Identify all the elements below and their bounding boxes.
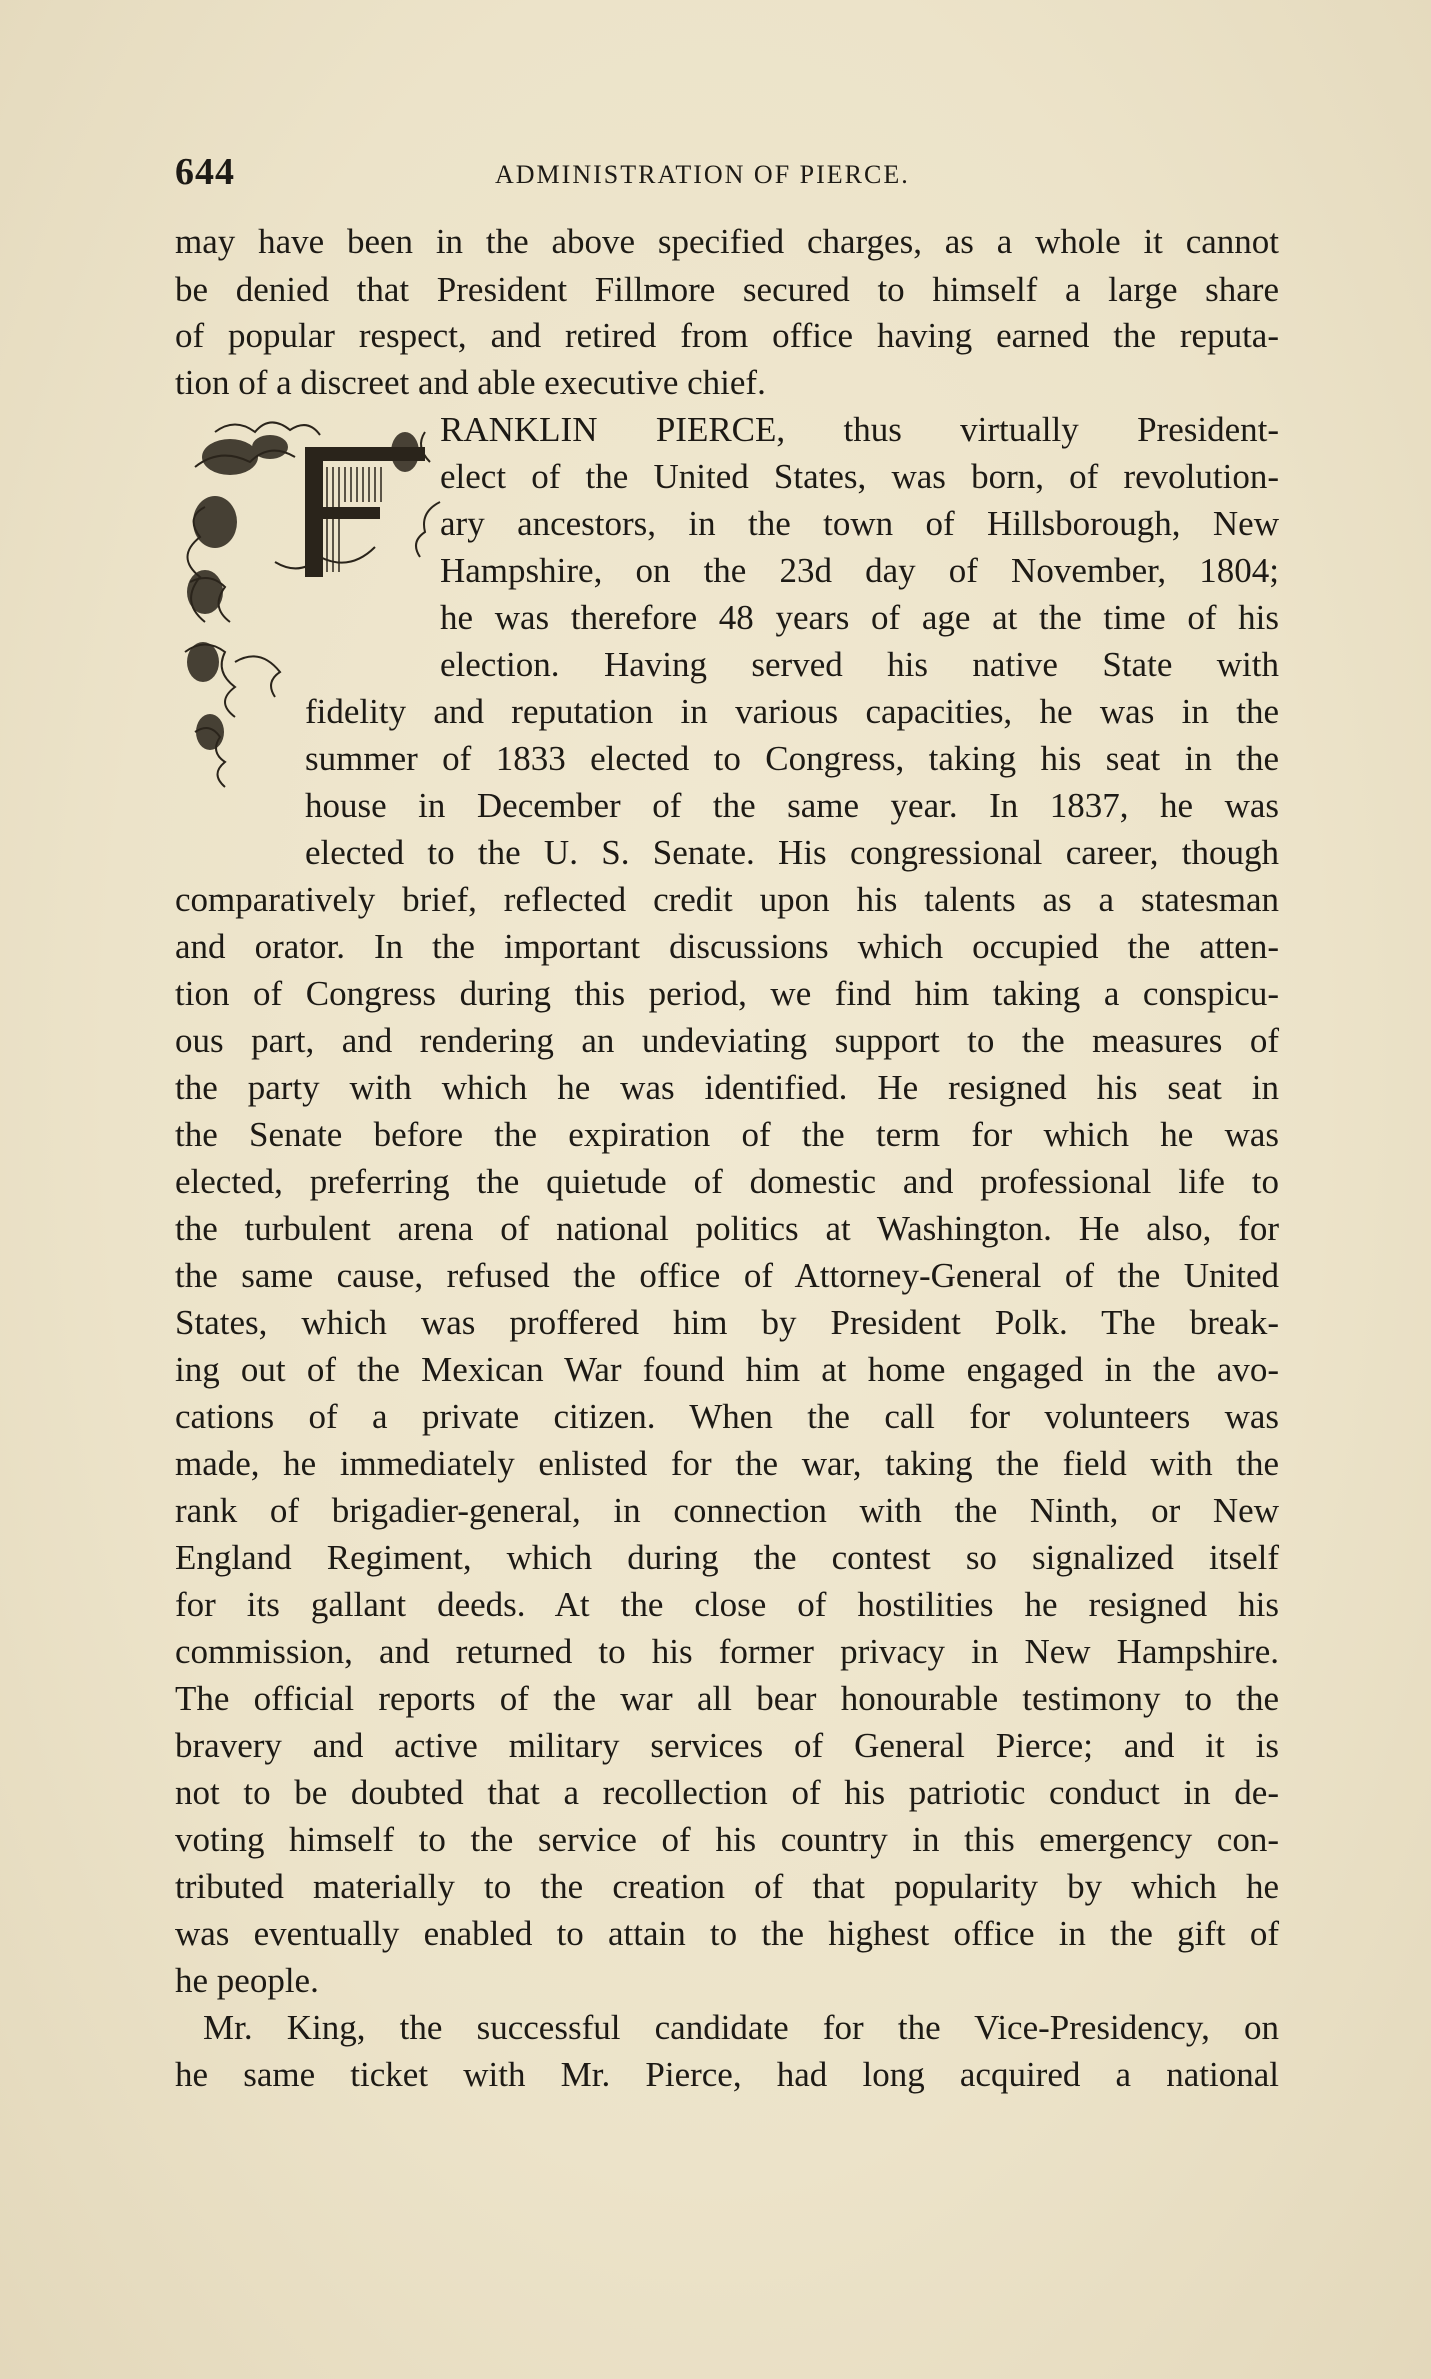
text-line: tributed materially to the creation of that popularity by which he <box>175 1867 1279 1906</box>
text-line: Mr. King, the successful candidate for the Vice-Presidency, on <box>203 2008 1279 2047</box>
text-line: be denied that President Fillmore secured to himself a large share <box>175 270 1279 309</box>
text-line: comparatively brief, reflected credit upon his talents as a statesman <box>175 880 1279 919</box>
text-line: he same ticket with Mr. Pierce, had long acquired a national <box>175 2055 1279 2094</box>
text-line: Hampshire, on the 23d day of November, 1804; <box>440 551 1279 590</box>
running-head: ADMINISTRATION OF PIERCE. <box>495 160 910 189</box>
text-line: for its gallant deeds. At the close of hostilities he resigned his <box>175 1585 1279 1624</box>
text-line: the party with which he was identified. He resigned his seat in <box>175 1068 1279 1107</box>
text-line: the turbulent arena of national politics at Washington. He also, for <box>175 1209 1279 1248</box>
text-line: The official reports of the war all bear honourable testimony to the <box>175 1679 1279 1718</box>
text-line: summer of 1833 elected to Congress, taking his seat in the <box>305 739 1279 778</box>
text-line: England Regiment, which during the contest so signalized itself <box>175 1538 1279 1577</box>
text-line: voting himself to the service of his country in this emergency con- <box>175 1820 1279 1859</box>
text-line: the Senate before the expiration of the term for which he was <box>175 1115 1279 1154</box>
text-line: rank of brigadier-general, in connection with the Ninth, or New <box>175 1491 1279 1530</box>
text-line: may have been in the above specified charges, as a whole it cannot <box>175 222 1279 261</box>
text-line: house in December of the same year. In 1837, he was <box>305 786 1279 825</box>
page-header <box>175 150 1285 193</box>
text-line: fidelity and reputation in various capacities, he was in the <box>305 692 1279 731</box>
text-line: States, which was proffered him by President Polk. The break- <box>175 1303 1279 1342</box>
text-line: tion of a discreet and able executive chief. <box>175 363 766 402</box>
page-number: 644 <box>175 151 235 193</box>
text-line: commission, and returned to his former privacy in New Hampshire. <box>175 1632 1279 1671</box>
text-line: cations of a private citizen. When the call for volunteers was <box>175 1397 1279 1436</box>
text-line: elect of the United States, was born, of revolution- <box>440 457 1279 496</box>
text-line: made, he immediately enlisted for the war, taking the field with the <box>175 1444 1279 1483</box>
text-line: was eventually enabled to attain to the highest office in the gift of <box>175 1914 1279 1953</box>
text-line: ary ancestors, in the town of Hillsborough, New <box>440 504 1279 543</box>
text-line: the same cause, refused the office of Attorney-General of the United <box>175 1256 1279 1295</box>
text-line: ous part, and rendering an undeviating support to the measures of <box>175 1021 1279 1060</box>
text-line: of popular respect, and retired from office having earned the reputa- <box>175 316 1279 355</box>
text-line: ing out of the Mexican War found him at home engaged in the avo- <box>175 1350 1279 1389</box>
text-line: not to be doubted that a recollection of his patriotic conduct in de- <box>175 1773 1279 1812</box>
text-line: RANKLIN PIERCE, thus virtually President- <box>440 410 1279 449</box>
text-line: and orator. In the important discussions which occupied the atten- <box>175 927 1279 966</box>
text-line: election. Having served his native State with <box>440 645 1279 684</box>
text-line: bravery and active military services of General Pierce; and it is <box>175 1726 1279 1765</box>
text-line: he was therefore 48 years of age at the time of his <box>440 598 1279 637</box>
text-line: elected, preferring the quietude of domestic and professional life to <box>175 1162 1279 1201</box>
text-line: he people. <box>175 1961 319 2000</box>
text-line: tion of Congress during this period, we find him taking a conspicu- <box>175 974 1279 1013</box>
text-line: elected to the U. S. Senate. His congressional career, though <box>305 833 1279 872</box>
